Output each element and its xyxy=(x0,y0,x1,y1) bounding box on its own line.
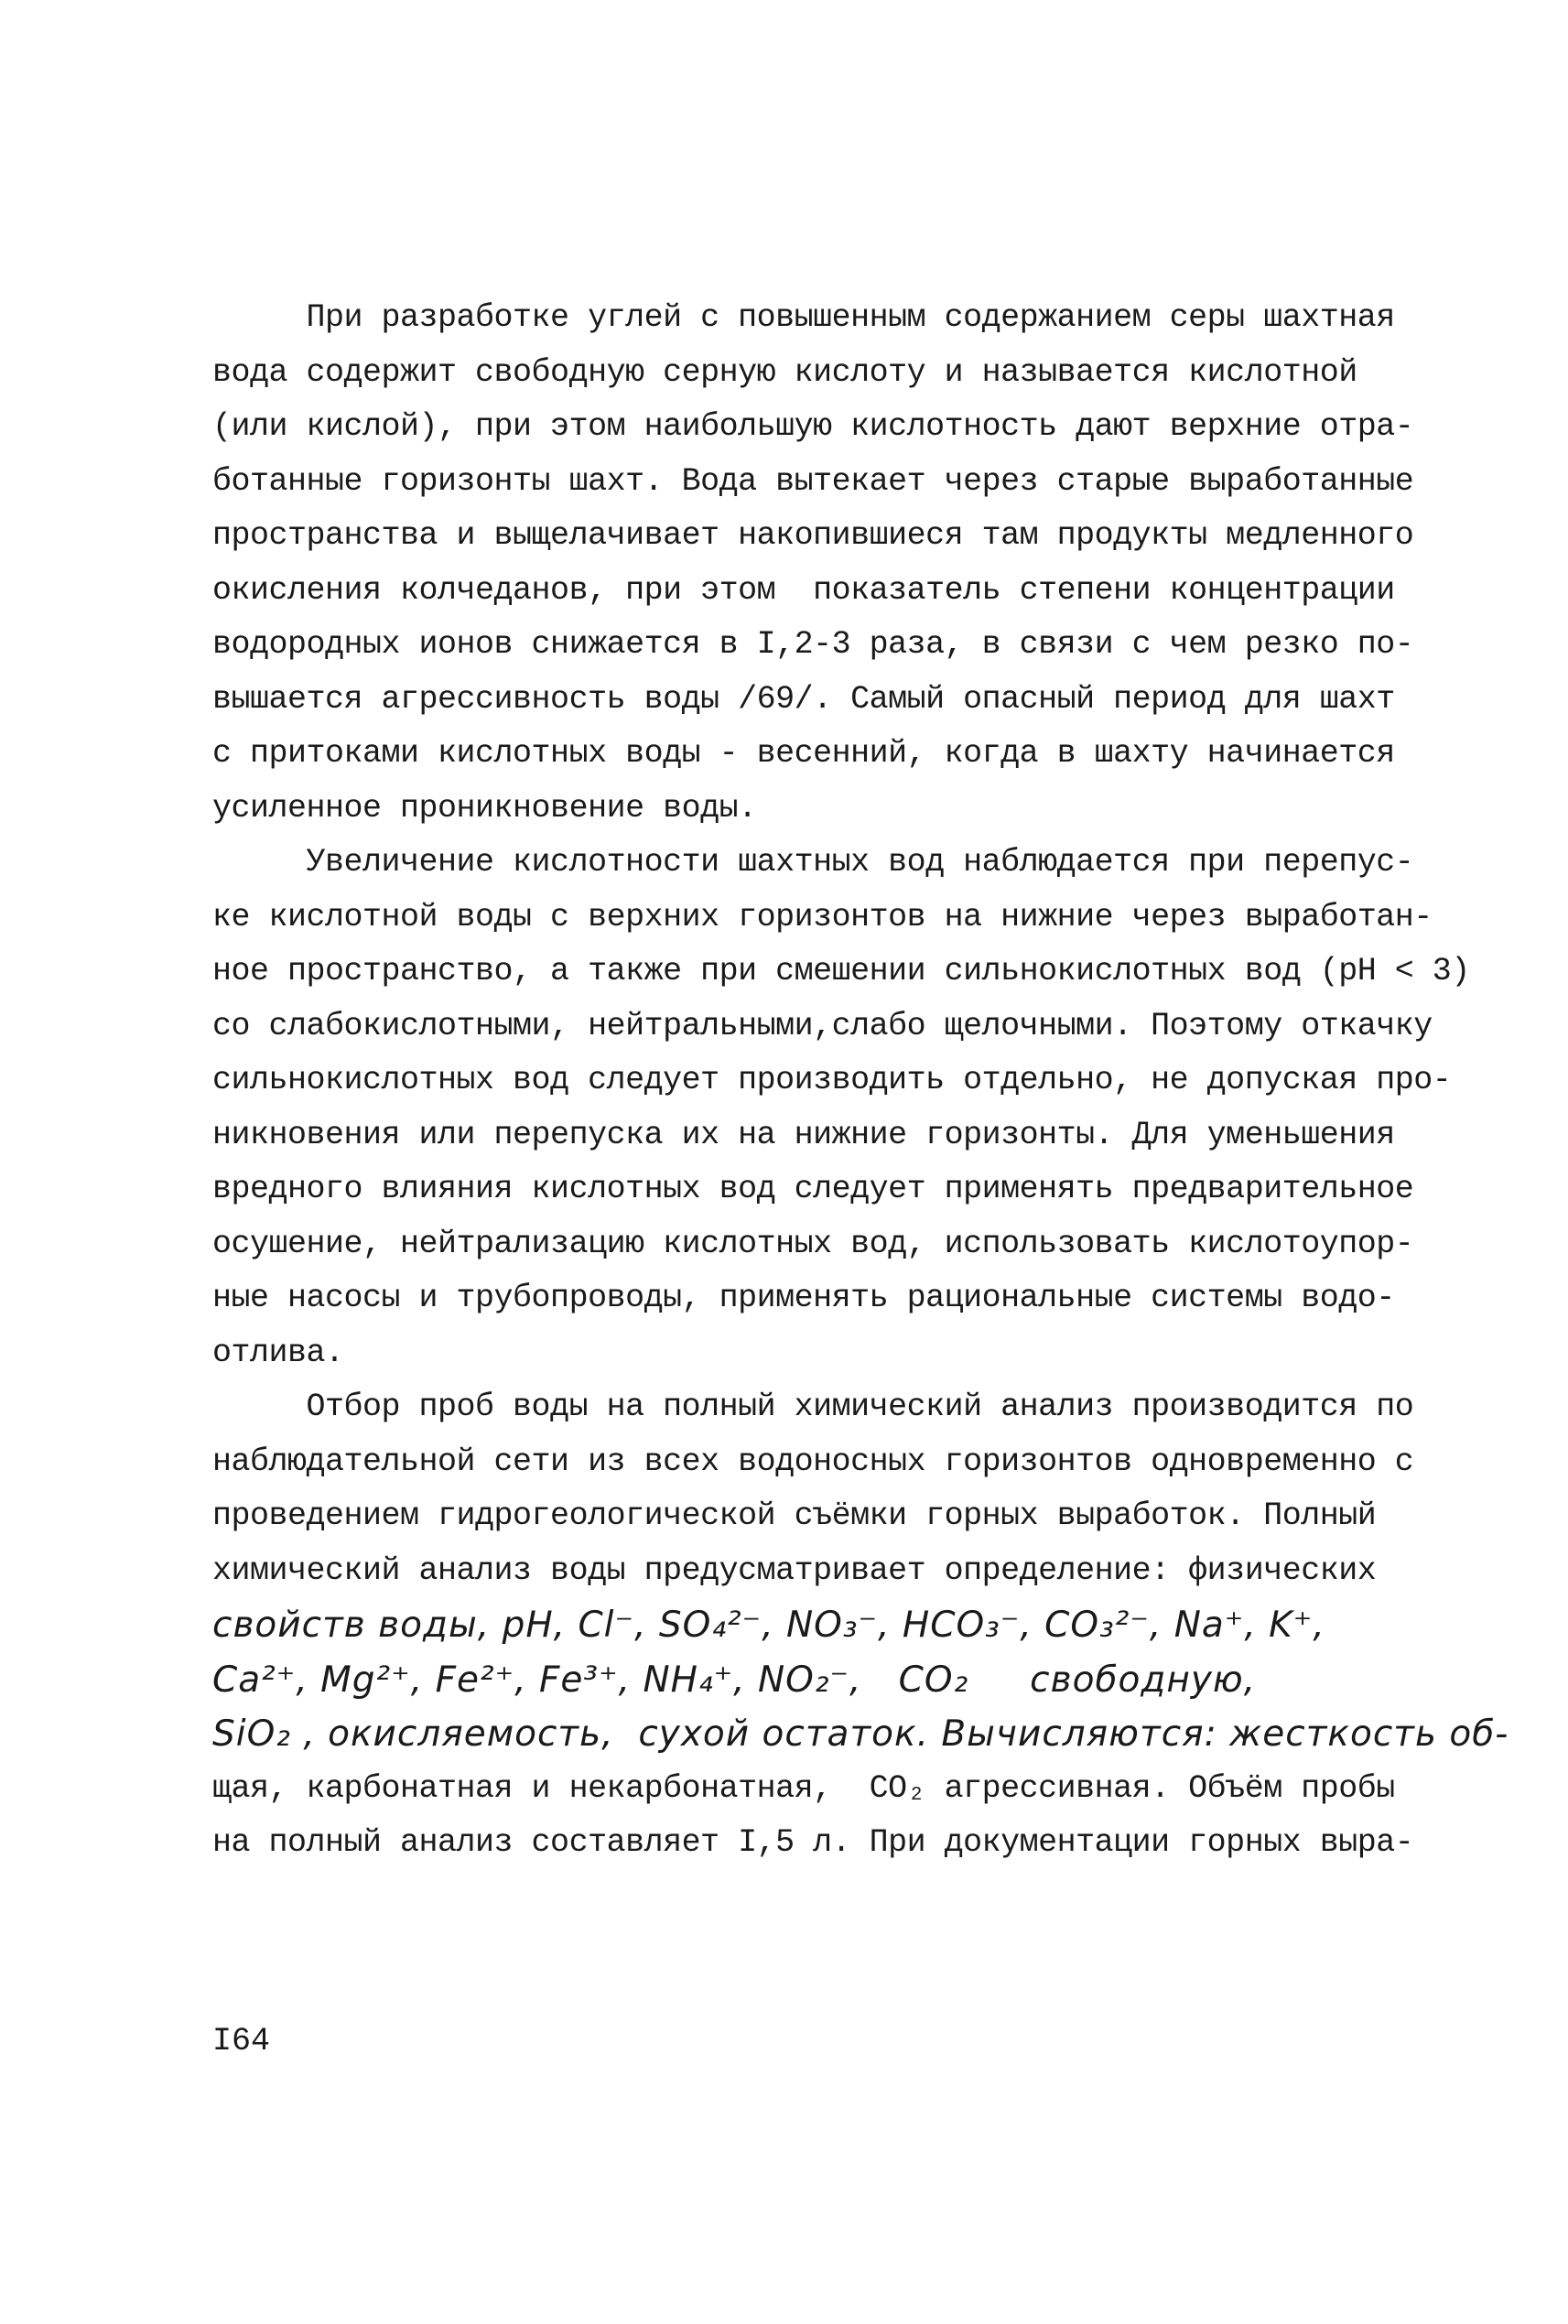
text-line: наблюдательной сети из всех водоносных горизонтов одновременно с xyxy=(212,1443,1414,1480)
text-line: ные насосы и трубопроводы, применять рациональные системы водо- xyxy=(212,1280,1395,1316)
page-number: I64 xyxy=(212,2023,271,2059)
text-line: ботанные горизонты шахт. Вода вытекает через старые выработанные xyxy=(212,462,1414,500)
text-line: отлива. xyxy=(212,1334,344,1371)
text-line: химический анализ воды предусматривает определение: физических xyxy=(212,1551,1377,1589)
text-line: ке кислотной воды с верхних горизонтов на нижние через выработан- xyxy=(212,898,1433,935)
text-line: ное пространство, а также при смешении сильнокислотных вод (pH < 3) xyxy=(212,953,1470,989)
text-line: Увеличение кислотности шахтных вод наблюдается при перепус- xyxy=(212,844,1414,881)
text-line: (или кислой), при этом наибольшую кислотность дают верхние отра- xyxy=(212,408,1414,445)
text-line: При разработке углей с повышенным содержанием серы шахтная xyxy=(212,299,1395,336)
text-line: с притоками кислотных воды - весенний, когда в шахту начинается xyxy=(212,735,1395,772)
text-line: вода содержит свободную серную кислоту и называется кислотной xyxy=(212,353,1357,391)
text-line: усиленное проникновение воды. xyxy=(212,789,757,827)
text-line: никновения или перепуска их на нижние горизонты. Для уменьшения xyxy=(212,1116,1395,1153)
text-line: вредного влияния кислотных вод следует применять предварительное xyxy=(212,1171,1414,1207)
formula-line: Ca²⁺, Mg²⁺, Fe²⁺, Fe³⁺, NH₄⁺, NO₂⁻, CO₂ свободную, xyxy=(212,1659,1257,1701)
text-line: Отбор проб воды на полный химический анализ производится по xyxy=(212,1389,1414,1425)
text-line: осушение, нейтрализацию кислотных вод, использовать кислотоупор- xyxy=(212,1225,1414,1262)
text-line: проведением гидрогеологической съёмки горных выработок. Полный xyxy=(212,1497,1377,1534)
text-line: на полный анализ составляет I,5 л. При документации горных выра- xyxy=(212,1824,1414,1861)
text-line: окисления колчеданов, при этом показатель степени концентрации xyxy=(212,571,1395,609)
text-line: сильнокислотных вод следует производить отдельно, не допуская про- xyxy=(212,1062,1452,1098)
text-line: со слабокислотными, нейтральными,слабо щелочными. Поэтому откачку xyxy=(212,1007,1433,1044)
text-line: водородных ионов снижается в I,2-3 раза, в связи с чем резко по- xyxy=(212,626,1414,663)
text-line: пространства и выщелачивает накопившиеся там продукты медленного xyxy=(212,517,1414,554)
body-text xyxy=(212,291,1509,1871)
text-line: вышается агрессивность воды /69/. Самый опасный период для шахт xyxy=(212,680,1395,718)
text-line: щая, карбонатная и некарбонатная, CO₂ агрессивная. Объём пробы xyxy=(212,1769,1395,1807)
formula-line: SiO₂ , окисляемость, сухой остаток. Вычисляются: жесткость об- xyxy=(212,1713,1509,1755)
formula-line: свойств воды, pH, Cl⁻, SO₄²⁻, NO₃⁻, HCO₃⁻, CO₃²⁻, Na⁺, K⁺, xyxy=(212,1605,1325,1646)
